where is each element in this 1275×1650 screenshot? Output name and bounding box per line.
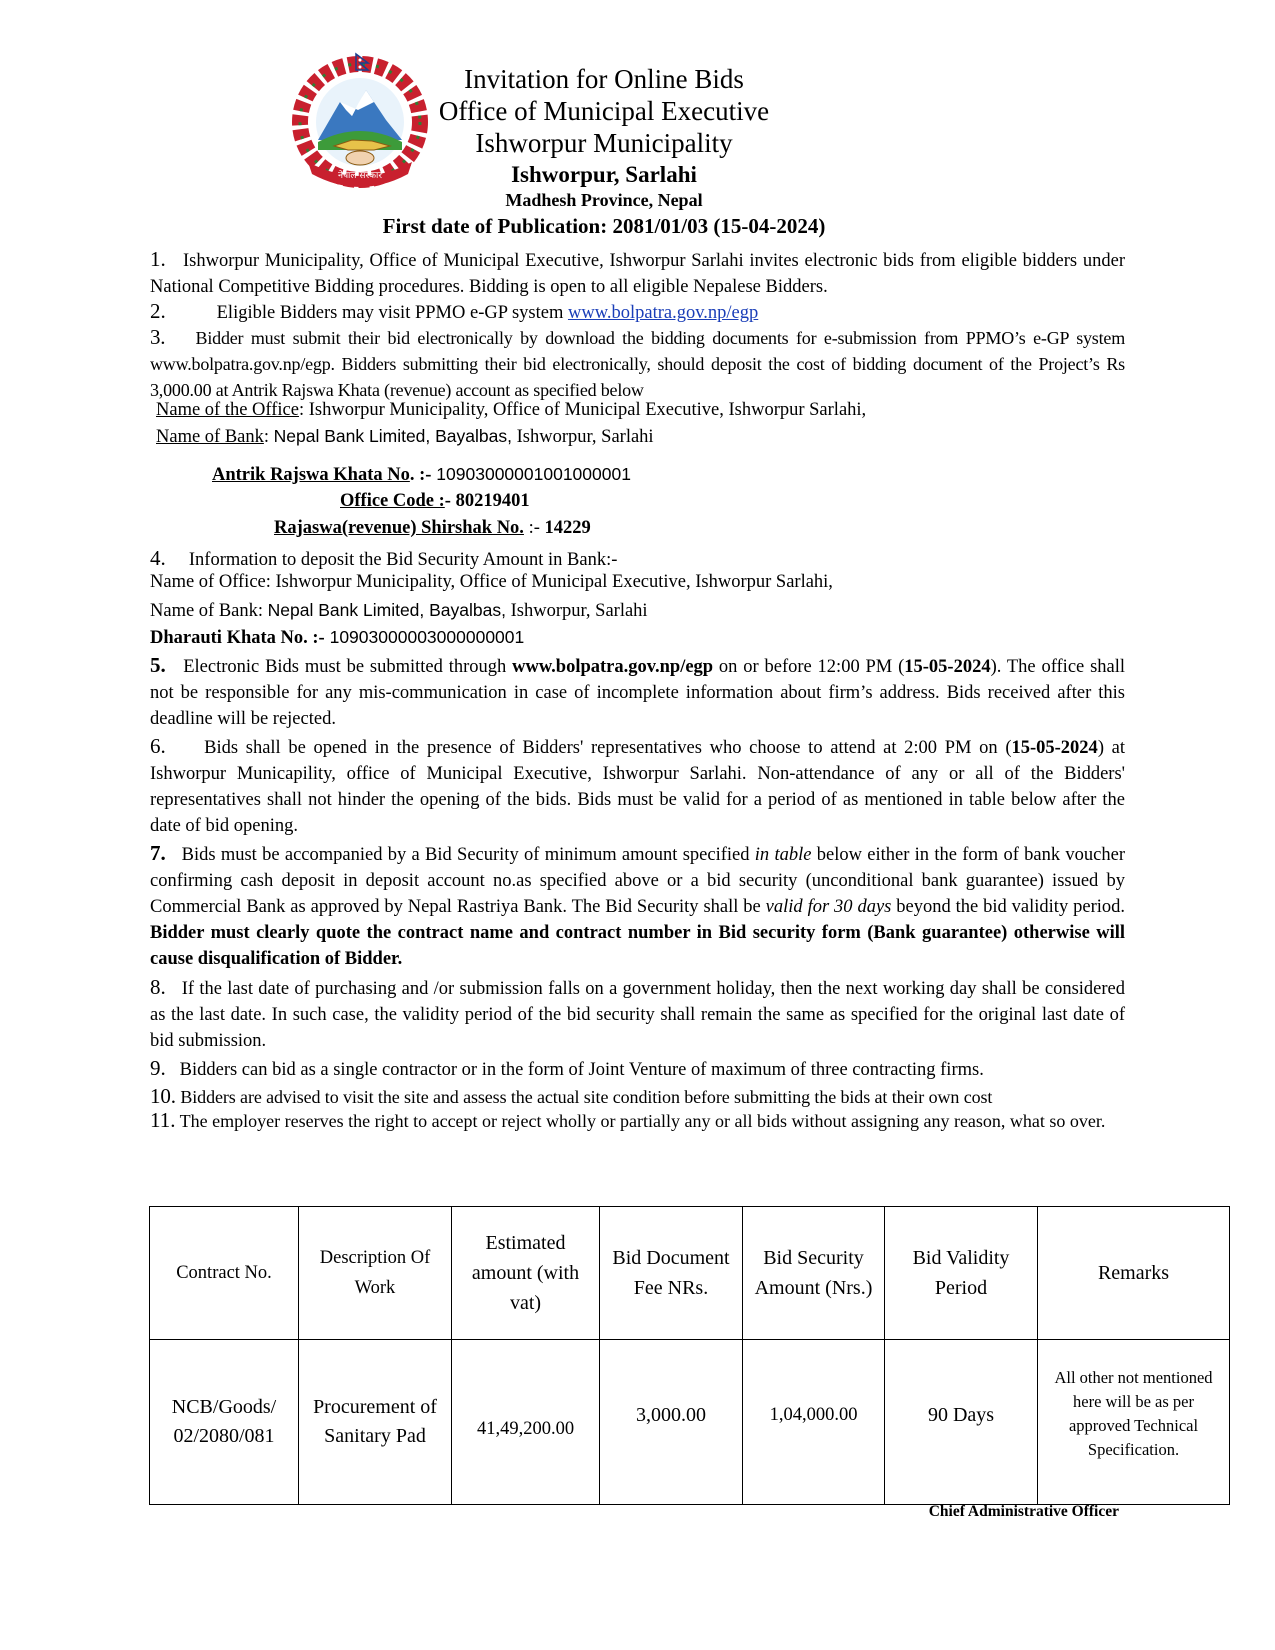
column-header: Description Of Work bbox=[299, 1207, 452, 1340]
clause-number: 5. bbox=[150, 653, 166, 677]
clause-text: Bidders can bid as a single contractor or in the form of Joint Venture of maximum of three contracting firms. bbox=[179, 1060, 984, 1080]
clause-text: Information to deposit the Bid Security Amount in Bank:- bbox=[188, 550, 618, 570]
clause-9 bbox=[150, 1055, 1125, 1083]
clause-text: Bids must be accompanied by a Bid Security of minimum amount specified bbox=[181, 845, 755, 865]
column-header: Bid Validity Period bbox=[885, 1207, 1038, 1340]
column-header: Remarks bbox=[1038, 1207, 1230, 1340]
separator: . :- bbox=[409, 465, 432, 485]
clause-4 bbox=[150, 546, 617, 571]
table-cell: 41,49,200.00 bbox=[452, 1340, 600, 1505]
clause-2 bbox=[150, 298, 1125, 326]
separator: : bbox=[263, 427, 274, 447]
table-row bbox=[150, 1340, 1230, 1505]
deposit-office-line: Name of Office: Ishworpur Municipality, Office of Municipal Executive, Ishworpur Sarlahi, bbox=[150, 572, 833, 592]
opening-date: 15-05-2024 bbox=[1011, 738, 1098, 758]
nepal-emblem-icon bbox=[286, 50, 434, 190]
document-header bbox=[0, 0, 1275, 260]
dharauti-label: Dharauti Khata No. :- bbox=[150, 628, 325, 648]
clause-number: 1. bbox=[150, 247, 166, 271]
office-name-label: Name of the Office bbox=[156, 400, 299, 420]
clause-11 bbox=[150, 1109, 1125, 1133]
bank-name-label: Name of Bank bbox=[156, 427, 264, 447]
clause-text-italic: in table bbox=[754, 845, 812, 865]
bank-name-tail: Ishworpur, Sarlahi bbox=[511, 427, 654, 447]
office-heading: Office of Municipal Executive bbox=[438, 96, 770, 126]
deposit-bank-value: Nepal Bank Limited, Bayalbas, bbox=[267, 600, 506, 620]
clause-number: 7. bbox=[150, 841, 166, 865]
clause-number: 2. bbox=[150, 299, 166, 323]
publication-date: First date of Publication: 2081/01/03 (15-04-2024) bbox=[382, 214, 826, 238]
clause-number: 8. bbox=[150, 975, 166, 999]
column-header: Bid Document Fee NRs. bbox=[600, 1207, 743, 1340]
office-name-line bbox=[156, 400, 866, 421]
clause-text: ) at Ishworpur Municapility, office of Municipal Executive, Ishworpur Sarlahi. Non-attendance of any or all of the Bidders' representatives shall not hinder the opening of the bids. Bids must be valid for a period of as mentioned in table below after the date of bid opening. bbox=[150, 738, 1126, 836]
egp-link[interactable]: www.bolpatra.gov.np/egp bbox=[567, 303, 759, 323]
submission-date: 15-05-2024 bbox=[904, 657, 991, 677]
province-heading: Madhesh Province, Nepal bbox=[505, 190, 703, 210]
table-cell: 3,000.00 bbox=[600, 1340, 743, 1505]
clause-3 bbox=[150, 324, 1125, 403]
clause-text: Ishworpur Municipality, Office of Municipal Executive, Ishworpur Sarlahi invites electronic bids from eligible bidders under National Competitive Bidding procedures. Bidding is open to all eligible Nepalese Bidders. bbox=[150, 251, 1125, 297]
column-header: Contract No. bbox=[150, 1207, 299, 1340]
clause-text: Electronic Bids must be submitted through bbox=[183, 657, 513, 677]
clause-number: 11. bbox=[150, 1108, 176, 1132]
municipality-heading: Ishworpur Municipality bbox=[475, 128, 733, 158]
clause-text: beyond the bid validity period. bbox=[891, 897, 1125, 917]
clause-text: ). The office shall not be responsible for any mis-communication in case of incomplete information about firm’s address. Bids received after this deadline will be rejected. bbox=[150, 657, 1126, 729]
dharauti-line bbox=[150, 627, 524, 649]
location-heading: Ishworpur, Sarlahi bbox=[511, 162, 697, 187]
table-cell: Procurement of Sanitary Pad bbox=[299, 1340, 452, 1505]
signatory-title: Chief Administrative Officer bbox=[928, 1503, 1119, 1520]
deposit-bank-label: Name of Bank: bbox=[150, 601, 268, 621]
clause-5 bbox=[150, 652, 1125, 732]
clause-number: 4. bbox=[150, 546, 166, 570]
table-cell: All other not mentioned here will be as per approved Technical Specification. bbox=[1038, 1340, 1230, 1505]
shirshak-value: 14229 bbox=[539, 518, 591, 538]
office-code-value: - 80219401 bbox=[444, 491, 530, 511]
bank-name-line bbox=[156, 426, 654, 448]
emblem-motto: नेपाल सरकार bbox=[337, 171, 383, 181]
page-title: Invitation for Online Bids bbox=[464, 64, 744, 94]
validity-note: valid for 30 days bbox=[765, 897, 892, 917]
clause-text: Bids shall be opened in the presence of Bidders' representatives who choose to attend at 2:00 PM on ( bbox=[204, 738, 1012, 758]
table-cell: 90 Days bbox=[885, 1340, 1038, 1505]
clause-text: Bidders are advised to visit the site and assess the actual site condition before submitting the bids at their own cost bbox=[180, 1087, 993, 1107]
separator: :- bbox=[523, 518, 540, 538]
bank-name-value: Nepal Bank Limited, Bayalbas, bbox=[273, 426, 512, 446]
office-name-value: : Ishworpur Municipality, Office of Municipal Executive, Ishworpur Sarlahi, bbox=[298, 400, 867, 420]
shirshak-line bbox=[274, 518, 591, 539]
deposit-bank-line bbox=[150, 600, 648, 622]
clause-number: 10. bbox=[150, 1084, 176, 1108]
deposit-bank-tail: Ishworpur, Sarlahi bbox=[505, 601, 648, 621]
office-code-label: Office Code : bbox=[340, 491, 445, 511]
revenue-account-line bbox=[212, 464, 631, 486]
clause-number: 6. bbox=[150, 734, 166, 758]
clause-10 bbox=[150, 1083, 1125, 1110]
revenue-account-number: 10903000001001000001 bbox=[431, 464, 631, 484]
clause-6 bbox=[150, 733, 1125, 839]
clause-text: The employer reserves the right to accept or reject wholly or partially any or all bids without assigning any reason, what so over. bbox=[179, 1111, 1106, 1131]
clause-7 bbox=[150, 840, 1125, 972]
clause-text: below either in the form of bank voucher confirming cash deposit in deposit account no.as specified above or a bid security (unconditional bank guarantee) issued by Commercial Bank as approved by Nepal Rastriya Bank. The Bid Security shall be bbox=[150, 845, 1126, 917]
bid-table bbox=[149, 1206, 1230, 1505]
table-cell: NCB/Goods/ 02/2080/081 bbox=[150, 1340, 299, 1505]
office-code-line bbox=[340, 491, 530, 512]
column-header: Bid Security Amount (Nrs.) bbox=[743, 1207, 885, 1340]
column-header: Estimated amount (with vat) bbox=[452, 1207, 600, 1340]
clause-text: If the last date of purchasing and /or submission falls on a government holiday, then the next working day shall be considered as the last date. In such case, the validity period of the bid security shall remain the same as specified for the original last date of bid submission. bbox=[150, 979, 1126, 1051]
dharauti-number: 10903000003000000001 bbox=[324, 627, 525, 647]
revenue-account-label: Antrik Rajswa Khata No bbox=[212, 465, 410, 485]
table-cell: 1,04,000.00 bbox=[743, 1340, 885, 1505]
table-header-row bbox=[150, 1207, 1230, 1340]
clause-8 bbox=[150, 974, 1125, 1054]
submission-url: www.bolpatra.gov.np/egp bbox=[512, 657, 714, 677]
clause-1 bbox=[150, 246, 1125, 300]
clause-text: Eligible Bidders may visit PPMO e-GP system bbox=[216, 303, 568, 323]
clause-number: 3. bbox=[150, 325, 166, 349]
disqualification-warning: Bidder must clearly quote the contract name and contract number in Bid security form (Bank guarantee) otherwise will cause disqualification of Bidder. bbox=[150, 923, 1125, 969]
clause-text: on or before 12:00 PM ( bbox=[713, 657, 905, 677]
clause-text: Bidder must submit their bid electronically by download the bidding documents for e-submission from PPMO’s e-GP system www.bolpatra.gov.np/egp. Bidders submitting their bid electronically, should deposit the cost of bidding document of the Project’s Rs 3,000.00 at Antrik Rajswa Khata (revenue) account as specified below bbox=[150, 328, 1126, 400]
clause-number: 9. bbox=[150, 1056, 166, 1080]
shirshak-label: Rajaswa(revenue) Shirshak No. bbox=[274, 518, 524, 538]
